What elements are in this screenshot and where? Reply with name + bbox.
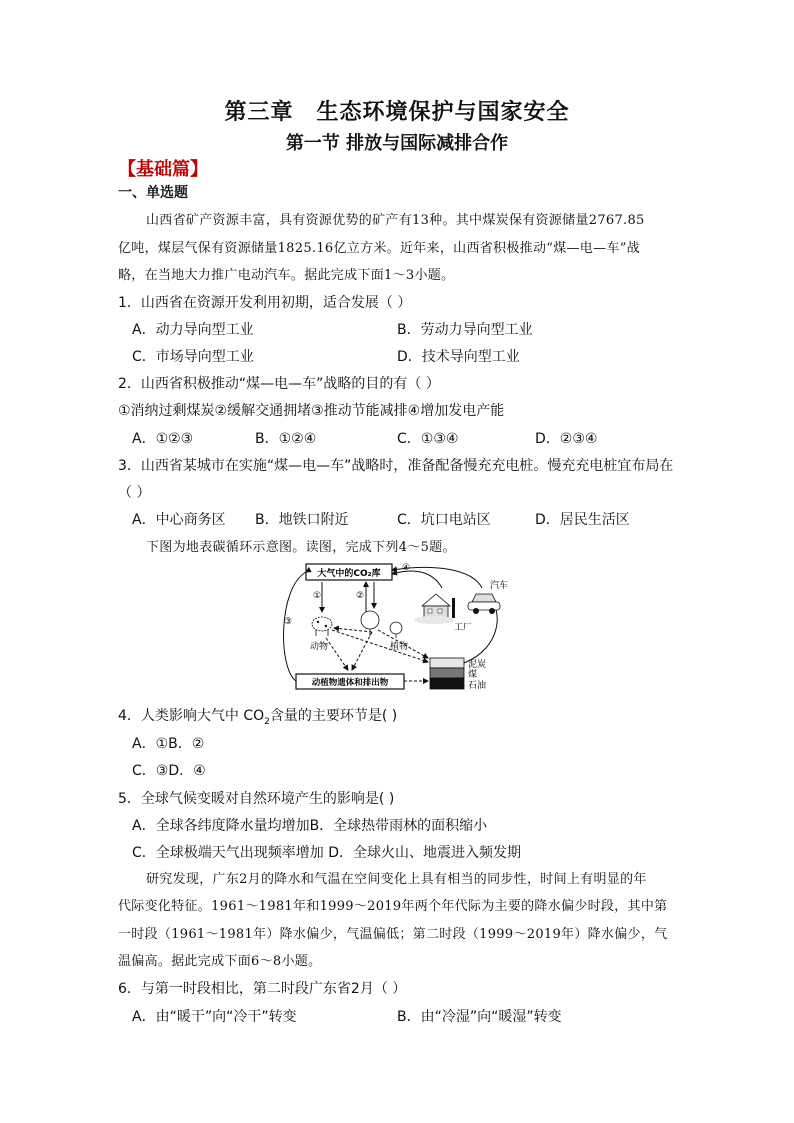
q4-stem: 4．人类影响大气中 $CO_2$含量的主要环节是( ) [118,708,398,727]
passage2-line3: 一时段（1961～1981年）降水偏少，气温偏低；第二时段（1999～2019年）降水偏少，气 [118,927,668,942]
q4-options-cd[interactable]: C．③D．④ [132,763,206,779]
arrow-factory-up [392,571,442,588]
q3-stem-line1: 3．山西省某城市在实施“煤—电—车”战略时，准备配备慢充充电桩。慢充充电桩宜布局在 [118,458,674,474]
part-heading: 一、单选题 [118,185,188,201]
q1-option-d[interactable]: D．技术导向型工业 [397,349,520,365]
q5-stem: 5．全球气候变暖对自然环境产生的影响是( ) [118,791,395,807]
label-2: ② [356,591,365,601]
factory-icon [414,594,455,624]
label-1: ① [313,591,322,601]
oil-layer [430,678,464,689]
q4-options-ab[interactable]: A．①B．② [132,736,205,752]
q1-option-b[interactable]: B．劳动力导向型工业 [397,322,533,338]
q3-stem-line2: （ ） [118,485,151,501]
q3-option-c[interactable]: C．坑口电站区 [397,512,491,528]
co2-box-label: 大气中的CO₂库 [317,569,381,579]
remains-box-label: 动植物遗体和排出物 [311,678,389,688]
label-4: ④ [402,563,411,573]
label-3: ③ [284,617,293,627]
figure-intro: 下图为地表碳循环示意图。读图，完成下列4～5题。 [146,540,456,555]
q2-stem: 2．山西省积极推动“煤—电—车”战略的目的有（ ） [118,376,440,392]
car-label: 汽车 [490,581,509,591]
passage2-line1: 研究发现，广东2月的降水和气温在空间变化上具有相当的同步性，时间上有明显的年 [146,872,647,887]
q2-option-c[interactable]: C．①③④ [397,431,459,447]
q1-stem: 1．山西省在资源开发利用初期，适合发展（ ） [118,295,412,311]
car-icon [468,594,500,614]
q6-option-b[interactable]: B．由“冷湿”向“暖湿”转变 [397,1009,562,1025]
q1-option-a[interactable]: A．动力导向型工业 [132,322,254,338]
peat-layer [430,658,464,668]
peat-label: 泥炭 [468,660,487,670]
passage2-line4: 温偏高。据此完成下面6～8小题。 [118,954,322,969]
factory-label: 工厂 [454,623,473,633]
animal-label: 动物 [310,642,329,652]
animal-icon [312,617,332,636]
carbon-cycle-diagram [282,558,518,700]
q5-options-cd[interactable]: C．全球极端天气出现频率增加 D．全球火山、地震进入频发期 [132,845,522,861]
passage1-line1: 山西省矿产资源丰富，具有资源优势的矿产有13种。其中煤炭保有资源储量2767.85 [146,213,645,228]
q2-items: ①消纳过剩煤炭②缓解交通拥堵③推动节能减排④增加发电产能 [118,403,505,419]
level-tag: 【基础篇】 [118,159,208,180]
oil-label: 石油 [468,681,487,691]
coal-layer [430,668,464,678]
coal-label: 煤 [468,670,478,680]
tree-icon [361,611,402,638]
q2-option-d[interactable]: D．②③④ [535,431,598,447]
passage2-line2: 代际变化特征。1961～1981年和1999～2019年两个年代际为主要的降水偏少时段，其中第 [118,899,668,914]
passage1-line3: 略，在当地大力推广电动汽车。据此完成下面1～3小题。 [118,268,455,283]
section-title: 第一节 排放与国际减排合作 [285,133,509,154]
q3-option-d[interactable]: D．居民生活区 [535,512,630,528]
q5-options-ab[interactable]: A．全球各纬度降水量均增加B．全球热带雨林的面积缩小 [132,818,488,834]
q3-option-a[interactable]: A．中心商务区 [132,512,226,528]
q6-stem: 6．与第一时段相比，第二时段广东省2月（ ） [118,981,407,997]
q2-option-a[interactable]: A．①②③ [132,431,194,447]
q6-option-a[interactable]: A．由“暖干”向“冷干”转变 [132,1009,297,1025]
q2-option-b[interactable]: B．①②④ [255,431,317,447]
passage1-line2: 亿吨，煤层气保有资源储量1825.16亿立方米。近年来，山西省积极推动“煤—电—车”战 [118,241,640,256]
plant-label: 植物 [390,642,409,652]
q3-option-b[interactable]: B．地铁口附近 [255,512,349,528]
q1-option-c[interactable]: C．市场导向型工业 [132,349,254,365]
chapter-title: 第三章 生态环境保护与国家安全 [224,99,570,125]
